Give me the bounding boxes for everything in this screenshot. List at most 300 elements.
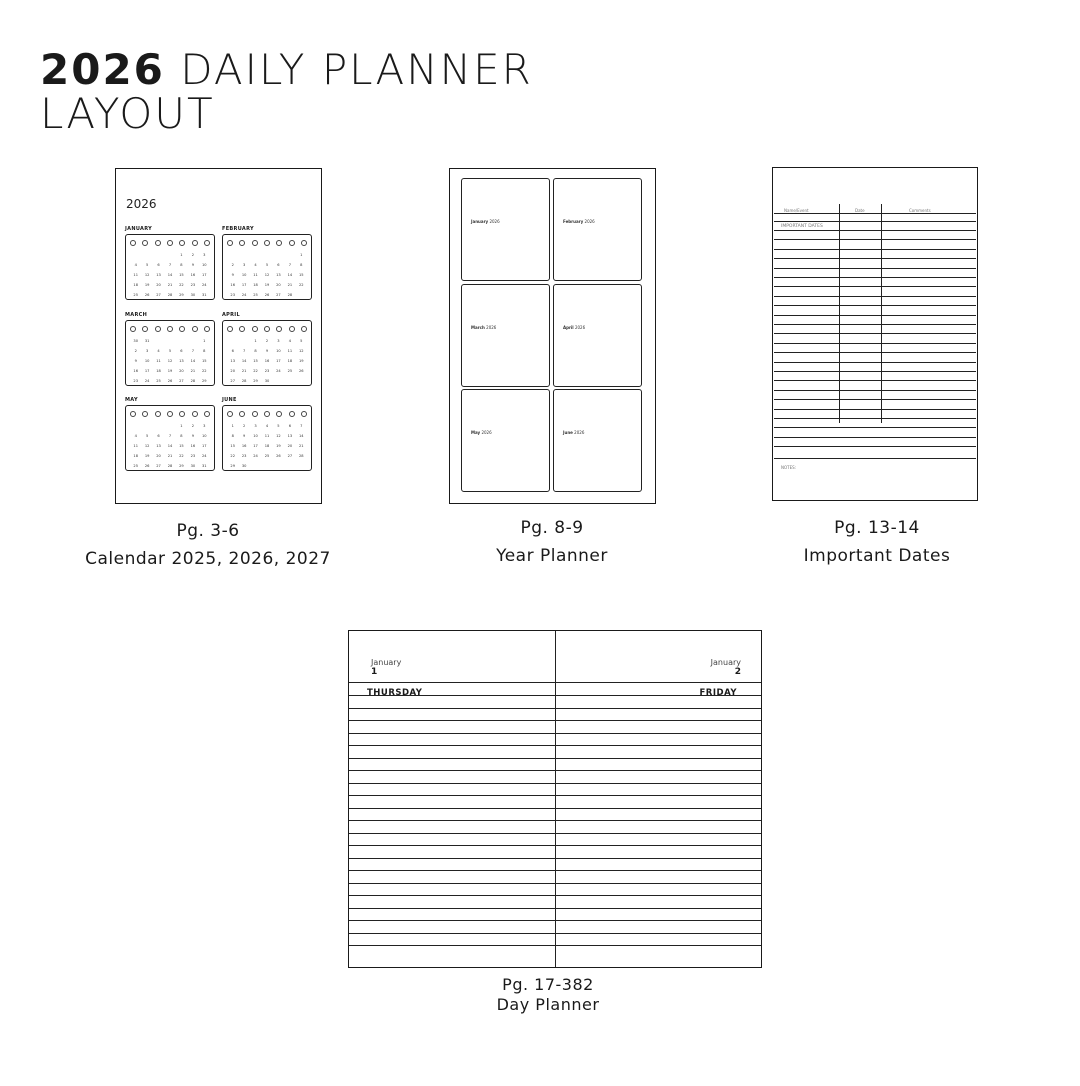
year-planner-caption-pages: Pg. 8-9: [520, 518, 584, 538]
calendar-day: 24: [253, 454, 258, 458]
calendar-month-grid: [222, 405, 312, 471]
calendar-day: 12: [144, 273, 150, 277]
table-row-line: [774, 427, 976, 428]
weekday-marker-icon: [155, 240, 161, 246]
weekday-marker-icon: [301, 240, 307, 246]
left-page-day: 1: [371, 667, 378, 677]
calendar-day: 28: [241, 379, 247, 383]
weekday-marker-icon: [239, 240, 245, 246]
weekday-marker-icon: [155, 411, 161, 417]
calendar-day: 24: [201, 283, 207, 287]
calendar-day-numbers: [227, 338, 307, 385]
weekday-marker-icon: [204, 411, 210, 417]
weekday-markers: [227, 326, 307, 332]
calendar-day: 13: [230, 359, 235, 363]
table-row-line: [774, 258, 976, 259]
calendar-day: 16: [133, 369, 138, 373]
weekday-marker-icon: [276, 411, 282, 417]
calendar-day: 28: [298, 454, 304, 458]
calendar-day: 17: [201, 444, 207, 448]
calendar-day: [141, 423, 152, 430]
year-planner-month-box: [461, 389, 550, 492]
calendar-day: 18: [264, 444, 270, 448]
calendar-day: 7: [168, 434, 172, 438]
calendar-day: 25: [156, 379, 161, 383]
calendar-day: [176, 338, 187, 345]
important-dates-caption-title: Important Dates: [803, 546, 951, 566]
day-planner-ruled-line: [349, 920, 761, 921]
calendar-day: 28: [167, 464, 173, 468]
calendar-day: 6: [157, 434, 160, 438]
calendar-day: 12: [144, 444, 150, 448]
weekday-marker-icon: [167, 240, 173, 246]
calendar-day: 25: [253, 293, 258, 297]
calendar-day: 4: [254, 263, 257, 267]
year-planner-year: 2026: [484, 325, 497, 330]
calendar-day: 9: [242, 434, 246, 438]
calendar-day: [250, 252, 261, 259]
calendar-day: 14: [287, 273, 293, 277]
calendar-day: 26: [264, 293, 270, 297]
calendar-day: 3: [277, 339, 280, 343]
weekday-marker-icon: [155, 326, 161, 332]
calendar-day: 14: [167, 444, 173, 448]
calendar-day: 11: [133, 273, 138, 277]
calendar-day: 17: [201, 273, 207, 277]
weekday-marker-icon: [301, 326, 307, 332]
calendar-day: 26: [298, 369, 304, 373]
calendar-day: 5: [300, 339, 303, 343]
weekday-marker-icon: [142, 240, 148, 246]
year-planner-month-label: [471, 430, 492, 435]
year-planner-caption-title: Year Planner: [496, 546, 608, 566]
calendar-day: 9: [191, 434, 194, 438]
left-page-weekday: THURSDAY: [367, 688, 423, 698]
weekday-marker-icon: [227, 411, 233, 417]
calendar-day: 3: [242, 263, 246, 267]
year-planner-month-box: [553, 284, 642, 387]
important-dates-caption-pages: Pg. 13-14: [834, 518, 920, 538]
weekday-marker-icon: [204, 326, 210, 332]
calendar-day: 7: [288, 263, 291, 267]
important-dates-row-label: IMPORTANT DATES: [781, 224, 823, 229]
year-planner-year: 2026: [488, 219, 500, 224]
calendar-day: 20: [230, 369, 235, 373]
calendar-day: 12: [167, 359, 173, 363]
calendar-day: 15: [179, 273, 184, 277]
notes-divider: [774, 458, 976, 459]
calendar-day: 23: [264, 369, 270, 373]
calendar-day: 25: [264, 454, 270, 458]
calendar-day: 5: [145, 434, 149, 438]
calendar-day: 16: [230, 283, 235, 287]
calendar-day: 13: [156, 444, 161, 448]
calendar-day: 21: [298, 444, 304, 448]
calendar-day: [164, 423, 175, 430]
calendar-day: 27: [179, 379, 184, 383]
weekday-marker-icon: [276, 326, 282, 332]
calendar-day: 2: [134, 349, 137, 353]
table-row-line: [774, 221, 976, 222]
calendar-month-name: FEBRUARY: [222, 226, 254, 232]
weekday-markers: [130, 240, 210, 246]
day-planner-ruled-line: [349, 833, 761, 834]
weekday-marker-icon: [301, 411, 307, 417]
calendar-day: 8: [254, 349, 257, 353]
weekday-marker-icon: [239, 411, 245, 417]
calendar-day: 7: [242, 349, 246, 353]
calendar-day: [187, 338, 198, 345]
calendar-day: 6: [288, 424, 291, 428]
calendar-month: [222, 312, 312, 386]
year-planner-month-name: June: [563, 430, 573, 435]
calendar-day: 26: [276, 454, 281, 458]
calendar-day: 31: [201, 464, 207, 468]
calendar-day: 16: [190, 273, 196, 277]
calendar-day: [238, 338, 249, 345]
important-dates-page-preview: [772, 167, 978, 501]
year-planner-month-label: [471, 325, 496, 330]
day-planner-ruled-line: [349, 933, 761, 934]
day-planner-ruled-line: [349, 783, 761, 784]
calendar-day: 8: [300, 263, 303, 267]
calendar-day: 29: [253, 379, 258, 383]
weekday-marker-icon: [289, 240, 295, 246]
weekday-marker-icon: [289, 411, 295, 417]
calendar-day: 13: [156, 273, 161, 277]
calendar-day: [130, 252, 141, 259]
calendar-day: 15: [298, 273, 304, 277]
calendar-day: 22: [179, 283, 184, 287]
day-planner-ruled-line: [349, 908, 761, 909]
calendar-day: 11: [253, 273, 258, 277]
day-planner-caption-title: Day Planner: [496, 995, 600, 1014]
weekday-marker-icon: [204, 240, 210, 246]
calendar-day: 13: [276, 273, 281, 277]
calendar-day: 11: [133, 444, 138, 448]
calendar-day: 19: [167, 369, 173, 373]
calendar-day: 1: [300, 253, 303, 257]
calendar-day: 11: [287, 349, 293, 353]
calendar-month-grid: [125, 405, 215, 471]
weekday-marker-icon: [192, 240, 198, 246]
table-row-line: [774, 437, 976, 438]
calendar-day: 1: [180, 253, 183, 257]
calendar-day: 7: [168, 263, 172, 267]
calendar-day: [130, 423, 141, 430]
calendar-day: 12: [264, 273, 270, 277]
year-planner-year: 2026: [572, 430, 585, 435]
weekday-marker-icon: [264, 240, 270, 246]
calendar-day-numbers: [227, 423, 307, 470]
calendar-day: 10: [276, 349, 281, 353]
calendar-day: 16: [190, 444, 196, 448]
year-planner-month-label: [563, 430, 584, 435]
calendar-day: 1: [231, 424, 234, 428]
table-row-line: [774, 352, 976, 353]
calendar-day: [153, 423, 164, 430]
weekday-marker-icon: [276, 240, 282, 246]
calendar-day: 20: [287, 444, 293, 448]
calendar-day: 6: [157, 263, 160, 267]
calendar-day: 1: [203, 339, 206, 343]
title-year: 2026: [40, 45, 165, 94]
calendar-day: 19: [264, 283, 270, 287]
calendar-day: 23: [133, 379, 138, 383]
calendar-day: 24: [241, 293, 247, 297]
weekday-marker-icon: [252, 411, 258, 417]
year-planner-page-preview: [449, 168, 656, 504]
day-planner-ruled-line: [349, 770, 761, 771]
table-row-line: [774, 239, 976, 240]
calendar-day-numbers: [227, 252, 307, 299]
year-planner-month-box: [553, 389, 642, 492]
day-planner-ruled-line: [349, 795, 761, 796]
calendar-day: 3: [203, 253, 206, 257]
calendar-day: [273, 252, 284, 259]
year-planner-month-label: [471, 219, 500, 224]
calendar-day: 23: [190, 283, 196, 287]
left-page-month: January: [371, 658, 402, 667]
calendar-day: [284, 252, 295, 259]
calendar-day: 17: [253, 444, 258, 448]
calendar-day: 10: [144, 359, 150, 363]
calendar-day: 20: [276, 283, 281, 287]
calendar-day: 5: [168, 349, 172, 353]
weekday-marker-icon: [179, 411, 185, 417]
calendar-day: 5: [277, 424, 280, 428]
calendar-day: 11: [156, 359, 161, 363]
year-planner-month-box: [553, 178, 642, 281]
year-planner-month-name: February: [563, 219, 584, 224]
calendar-day: 10: [241, 273, 247, 277]
calendar-day: [164, 338, 175, 345]
calendar-day: 27: [230, 379, 235, 383]
weekday-marker-icon: [227, 240, 233, 246]
weekday-marker-icon: [264, 411, 270, 417]
calendar-day: 15: [179, 444, 184, 448]
day-planner-ruled-line: [349, 870, 761, 871]
calendar-day: 3: [254, 424, 257, 428]
calendar-month-grid: [125, 234, 215, 300]
year-planner-year: 2026: [573, 325, 586, 330]
weekday-marker-icon: [289, 326, 295, 332]
calendar-day: 18: [287, 359, 293, 363]
year-planner-month-box: [461, 284, 550, 387]
day-planner-ruled-line: [349, 883, 761, 884]
calendar-day: 7: [300, 424, 303, 428]
calendar-month: [125, 312, 215, 386]
calendar-day: 27: [156, 293, 161, 297]
table-row-line: [774, 249, 976, 250]
calendar-day: 20: [156, 454, 161, 458]
calendar-day: 13: [287, 434, 293, 438]
calendar-day: 21: [241, 369, 247, 373]
calendar-day: 16: [241, 444, 247, 448]
calendar-day: [296, 463, 307, 470]
calendar-day: 23: [241, 454, 247, 458]
calendar-day: 29: [201, 379, 207, 383]
weekday-marker-icon: [239, 326, 245, 332]
calendar-day: [261, 252, 272, 259]
calendar-day: 12: [298, 349, 304, 353]
calendar-day: 14: [241, 359, 247, 363]
calendar-day: 19: [298, 359, 304, 363]
calendar-day: 10: [201, 263, 207, 267]
weekday-markers: [130, 326, 210, 332]
calendar-day: 3: [203, 424, 206, 428]
calendar-day: 21: [287, 283, 293, 287]
table-row-line: [774, 343, 976, 344]
calendar-day: 20: [179, 369, 184, 373]
calendar-month-grid: [125, 320, 215, 386]
title-line-1: [40, 45, 533, 94]
calendar-day: 26: [144, 464, 150, 468]
calendar-day: 8: [231, 434, 234, 438]
calendar-day: [250, 463, 261, 470]
table-row-line: [774, 418, 976, 419]
title-line-2: LAYOUT: [40, 89, 215, 138]
calendar-day: [273, 463, 284, 470]
day-planner-ruled-line: [349, 758, 761, 759]
calendar-day: 2: [265, 339, 269, 343]
calendar-day: 14: [167, 273, 173, 277]
calendar-day: 25: [133, 464, 138, 468]
day-planner-caption: [398, 975, 698, 1015]
day-planner-ruled-line: [349, 695, 761, 696]
weekday-marker-icon: [130, 411, 136, 417]
calendar-day: 6: [231, 349, 234, 353]
calendar-day: [273, 378, 284, 385]
column-header-date: Date: [855, 208, 865, 213]
table-row-line: [774, 380, 976, 381]
calendar-day: 10: [253, 434, 258, 438]
table-row-line: [774, 230, 976, 231]
year-planner-month-box: [461, 178, 550, 281]
calendar-month-name: JUNE: [222, 397, 237, 403]
important-dates-caption: [727, 517, 1027, 567]
calendar-day: 17: [276, 359, 281, 363]
calendar-day: 28: [167, 293, 173, 297]
calendar-day: [296, 292, 307, 299]
table-row-line: [774, 371, 976, 372]
calendar-month-name: MARCH: [125, 312, 148, 318]
day-planner-page-preview: [348, 630, 762, 968]
calendar-day: 6: [277, 263, 280, 267]
year-planner-month-label: [563, 219, 595, 224]
calendar-day: 22: [298, 283, 304, 287]
calendar-day-numbers: [130, 338, 210, 385]
page-title: [40, 45, 533, 138]
calendar-day: 15: [230, 444, 235, 448]
year-planner-month-name: April: [563, 325, 574, 330]
calendar-day-numbers: [130, 423, 210, 470]
calendar-day: [153, 252, 164, 259]
year-planner-year: 2026: [583, 219, 595, 224]
table-row-line: [774, 399, 976, 400]
calendar-month-name: APRIL: [222, 312, 240, 318]
calendar-day: 4: [265, 424, 269, 428]
calendar-day: 4: [288, 339, 291, 343]
day-planner-ruled-line: [349, 808, 761, 809]
calendar-day: 29: [179, 464, 184, 468]
year-planner-month-name: May: [471, 430, 481, 435]
calendar-day: 28: [190, 379, 196, 383]
calendar-day: 18: [156, 369, 161, 373]
calendar-day: 8: [180, 263, 183, 267]
day-planner-ruled-line: [349, 820, 761, 821]
calendar-day: 19: [276, 444, 281, 448]
calendar-day: 9: [231, 273, 234, 277]
calendar-day-numbers: [130, 252, 210, 299]
table-row-line: [774, 315, 976, 316]
calendar-day: 19: [144, 454, 150, 458]
weekday-marker-icon: [179, 326, 185, 332]
calendar-day: 19: [144, 283, 150, 287]
calendar-day: 21: [167, 283, 173, 287]
calendar-day: [153, 338, 164, 345]
calendar-day: 30: [190, 464, 196, 468]
calendar-day: 2: [191, 424, 194, 428]
calendar-day: [261, 463, 272, 470]
calendar-day: 21: [190, 369, 196, 373]
calendar-day: 29: [230, 464, 235, 468]
table-row-line: [774, 362, 976, 363]
calendar-day: [227, 338, 238, 345]
right-page-weekday: FRIDAY: [699, 688, 737, 698]
weekday-markers: [227, 240, 307, 246]
calendar-month-grid: [222, 320, 312, 386]
calendar-day: 7: [191, 349, 194, 353]
calendar-day: 24: [201, 454, 207, 458]
day-planner-ruled-line: [349, 682, 761, 683]
table-row-line: [774, 333, 976, 334]
calendar-caption-pages: Pg. 3-6: [176, 521, 240, 541]
weekday-marker-icon: [130, 326, 136, 332]
calendar-year: 2026: [126, 197, 157, 211]
weekday-markers: [130, 411, 210, 417]
calendar-day: 14: [190, 359, 196, 363]
weekday-marker-icon: [130, 240, 136, 246]
calendar-day: 14: [298, 434, 304, 438]
calendar-day: [141, 252, 152, 259]
calendar-month-name: JANUARY: [125, 226, 152, 232]
calendar-day: 8: [203, 349, 206, 353]
weekday-marker-icon: [167, 326, 173, 332]
calendar-day: 30: [190, 293, 196, 297]
day-planner-ruled-line: [349, 733, 761, 734]
calendar-day: 5: [145, 263, 149, 267]
day-planner-ruled-line: [349, 708, 761, 709]
calendar-day: 1: [254, 339, 257, 343]
calendar-day: 24: [144, 379, 150, 383]
calendar-day: [296, 378, 307, 385]
calendar-day: 17: [144, 369, 150, 373]
calendar-caption: [58, 520, 358, 570]
weekday-marker-icon: [227, 326, 233, 332]
calendar-day: 9: [134, 359, 137, 363]
calendar-day: 21: [167, 454, 173, 458]
calendar-month: [125, 226, 215, 300]
calendar-day: 4: [134, 263, 137, 267]
day-planner-ruled-line: [349, 945, 761, 946]
day-planner-ruled-line: [349, 858, 761, 859]
column-header-name-event: Name/Event: [784, 208, 809, 213]
calendar-day: 30: [264, 379, 270, 383]
calendar-day: 31: [201, 293, 207, 297]
table-row-line: [774, 446, 976, 447]
calendar-day: 2: [242, 424, 246, 428]
